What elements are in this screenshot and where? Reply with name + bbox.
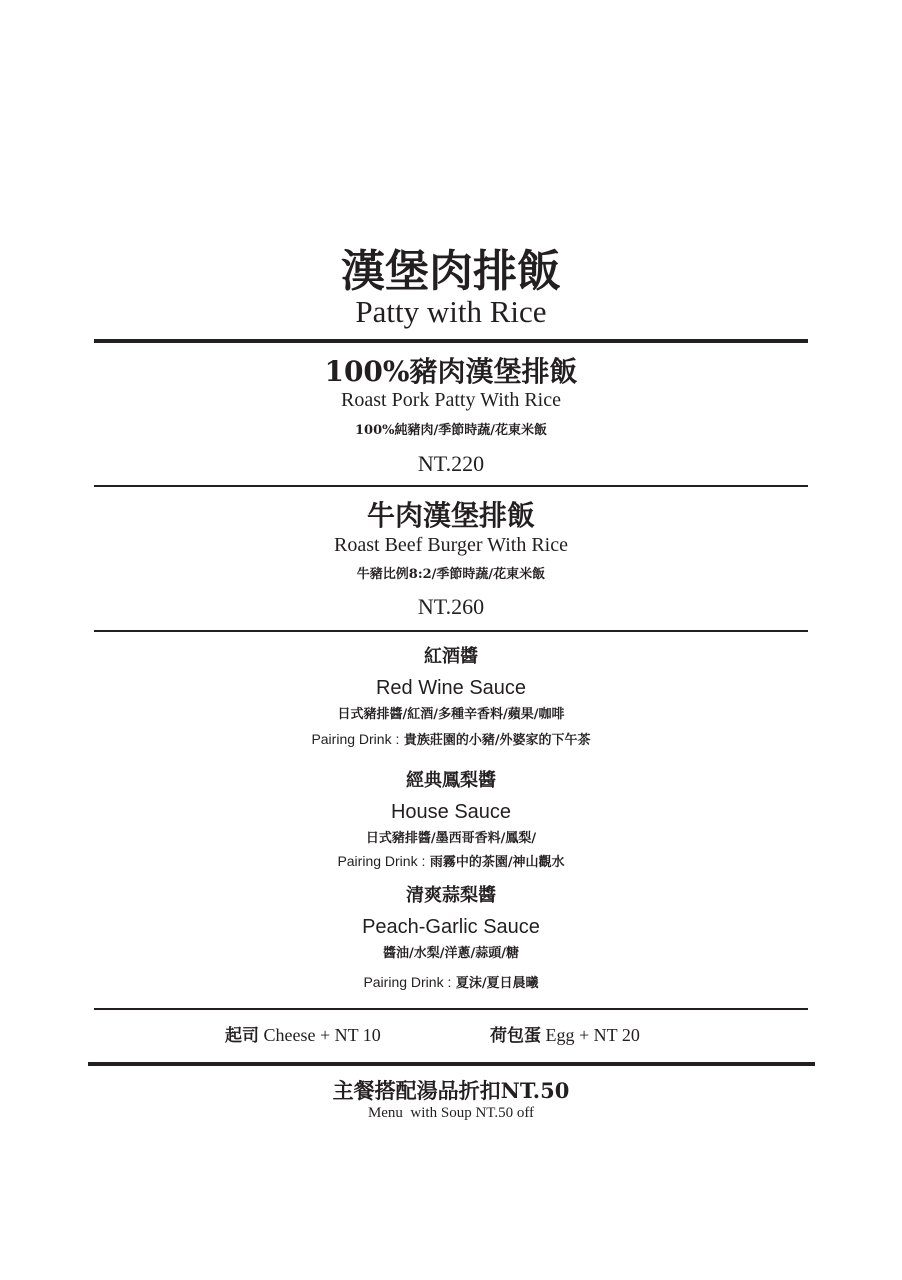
sauce-2-name-zh: 經典鳳梨醬 — [406, 770, 496, 791]
addon-cheese-en: Cheese + NT 10 — [263, 1025, 381, 1045]
addon-egg-zh: 荷包蛋 — [490, 1026, 541, 1046]
divider-item-1 — [94, 485, 808, 487]
soup-discount-en: Menu with Soup NT.50 off — [367, 1105, 535, 1121]
pairing-value: 雨霧中的茶園/神山觀水 — [429, 855, 565, 870]
sauce-3-name-en: Peach-Garlic Sauce — [362, 916, 540, 938]
pairing-value: 夏沫/夏日晨曦 — [455, 976, 539, 991]
addon-egg — [490, 1022, 640, 1049]
addon-egg-en: Egg + NT 20 — [545, 1025, 640, 1045]
sauce-2-pairing — [0, 851, 902, 873]
divider-thick-top — [94, 339, 808, 343]
item-2-name-en: Roast Beef Burger With Rice — [334, 534, 568, 556]
sauce-3-pairing — [0, 972, 902, 994]
sauce-1-name-en: Red Wine Sauce — [375, 677, 527, 699]
item-1-name-en: Roast Pork Patty With Rice — [341, 389, 561, 411]
sauce-1-name-zh: 紅酒醬 — [424, 646, 478, 667]
sauce-3-desc: 醬油/水梨/洋蔥/蒜頭/糖 — [383, 946, 519, 961]
item-1-price: NT.220 — [417, 451, 485, 476]
soup-discount-zh: 主餐搭配湯品折扣NT.50 — [332, 1078, 570, 1103]
item-2-desc: 牛豬比例8:2/季節時蔬/花東米飯 — [356, 567, 546, 582]
item-1-desc: 100%純豬肉/季節時蔬/花東米飯 — [355, 423, 547, 438]
section-title-en: Patty with Rice — [355, 294, 547, 329]
divider-item-2 — [94, 630, 808, 632]
pairing-label: Pairing Drink : — [363, 974, 452, 990]
pairing-label: Pairing Drink : — [337, 853, 426, 869]
item-2-name-zh: 牛肉漢堡排飯 — [366, 499, 535, 532]
divider-thick-bottom — [88, 1062, 815, 1066]
pairing-value: 貴族莊園的小豬/外婆家的下午茶 — [403, 733, 591, 748]
sauce-3-name-zh: 清爽蒜梨醬 — [406, 885, 496, 906]
addon-cheese — [225, 1022, 381, 1049]
sauce-1-desc: 日式豬排醬/紅酒/多種辛香料/蘋果/咖啡 — [337, 707, 565, 722]
item-2-price: NT.260 — [417, 594, 485, 619]
sauce-2-desc: 日式豬排醬/墨西哥香料/鳳梨/ — [365, 831, 537, 846]
divider-sauces — [94, 1008, 808, 1010]
item-1-name-zh: 100%豬肉漢堡排飯 — [324, 355, 578, 388]
sauce-1-pairing — [0, 729, 902, 751]
pairing-label: Pairing Drink : — [311, 731, 400, 747]
sauce-2-name-en: House Sauce — [390, 801, 512, 823]
addon-cheese-zh: 起司 — [225, 1026, 259, 1046]
section-title-zh: 漢堡肉排飯 — [341, 246, 561, 297]
